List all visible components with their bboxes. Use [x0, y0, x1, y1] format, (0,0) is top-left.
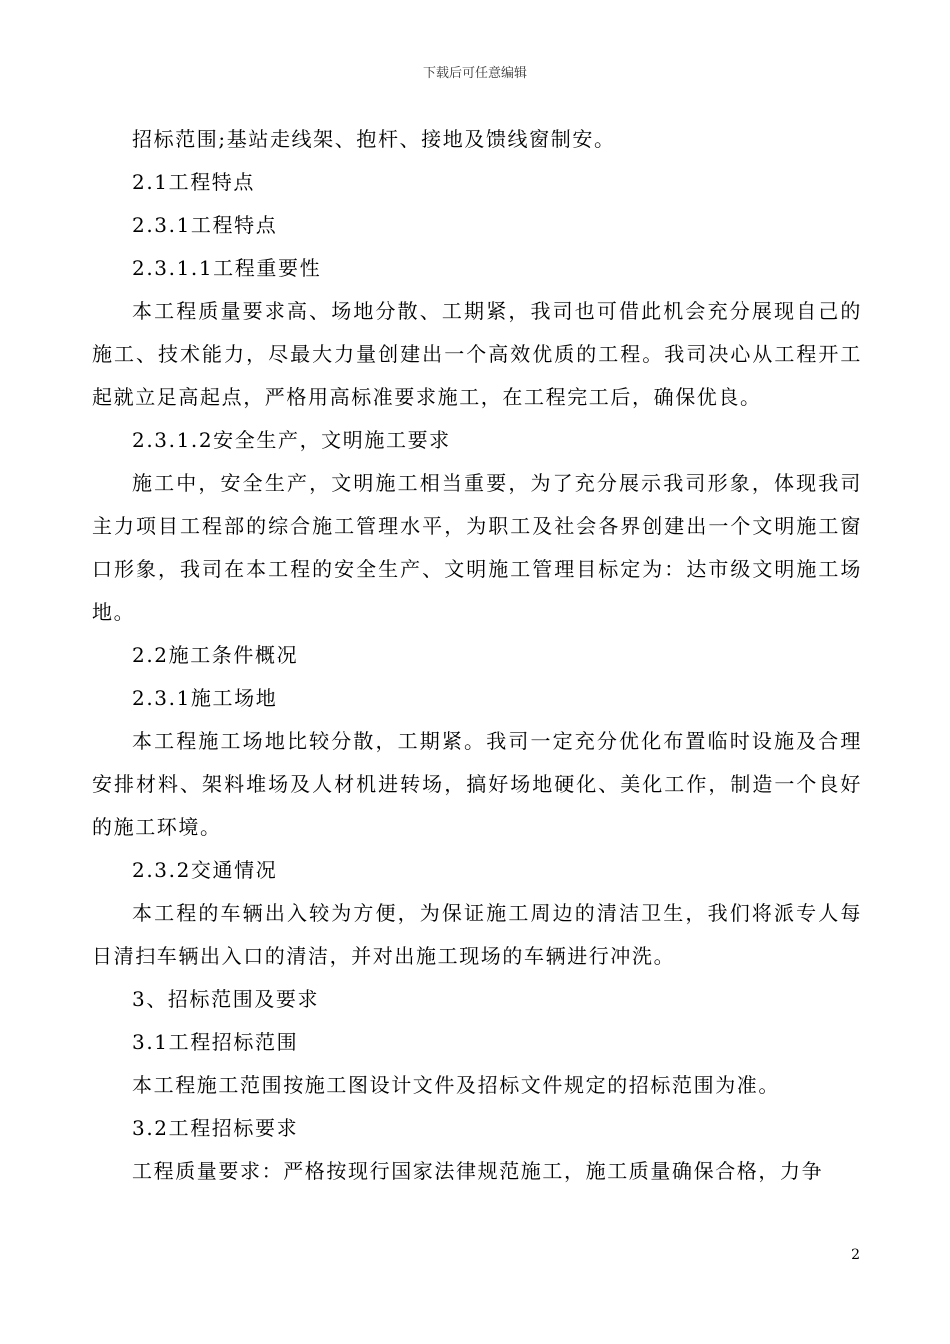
page-number: 2 — [851, 1247, 860, 1263]
heading-3-2: 3.2工程招标要求 — [132, 1116, 299, 1140]
paragraph-quality: 工程质量要求：严格按现行国家法律规范施工，施工质量确保合格，力争 — [132, 1159, 824, 1183]
paragraph-safety: 施工中，安全生产，文明施工相当重要，为了充分展示我司形象，体现我司主力项目工程部的综合施工管理水平，为职工及社会各界创建出一个文明施工窗口形象，我司在本工程的安全生产、文明施工管理目标定为：达市级文明施工场地。 — [92, 471, 862, 624]
heading-2-3-1-2: 2.3.1.2安全生产，文明施工要求 — [132, 428, 451, 452]
paragraph-traffic: 本工程的车辆出入较为方便，为保证施工周边的清洁卫生，我们将派专人每日清扫车辆出入口的清洁，并对出施工现场的车辆进行冲洗。 — [92, 901, 862, 968]
heading-3: 3、招标范围及要求 — [132, 987, 320, 1011]
heading-3-1: 3.1工程招标范围 — [132, 1030, 299, 1054]
document-body — [92, 118, 862, 1193]
paragraph-importance: 本工程质量要求高、场地分散、工期紧，我司也可借此机会充分展现自己的施工、技术能力，尽最大力量创建出一个高效优质的工程。我司决心从工程开工起就立足高起点，严格用高标准要求施工，在工程完工后，确保优良。 — [92, 299, 862, 409]
heading-2-3-1-site: 2.3.1施工场地 — [132, 686, 278, 710]
paragraph-scope: 本工程施工范围按施工图设计文件及招标文件规定的招标范围为准。 — [132, 1073, 780, 1097]
heading-2-3-1-1: 2.3.1.1工程重要性 — [132, 256, 322, 280]
heading-2-3-2: 2.3.2交通情况 — [132, 858, 278, 882]
heading-2-2: 2.2施工条件概况 — [132, 643, 299, 667]
paragraph-site: 本工程施工场地比较分散，工期紧。我司一定充分优化布置临时设施及合理安排材料、架料堆场及人材机进转场，搞好场地硬化、美化工作，制造一个良好的施工环境。 — [92, 729, 862, 839]
heading-2-1: 2.1工程特点 — [132, 170, 256, 194]
paragraph-scope-intro: 招标范围;基站走线架、抱杆、接地及馈线窗制安。 — [132, 127, 616, 151]
heading-2-3-1: 2.3.1工程特点 — [132, 213, 278, 237]
page-header: 下载后可任意编辑 — [422, 66, 527, 81]
